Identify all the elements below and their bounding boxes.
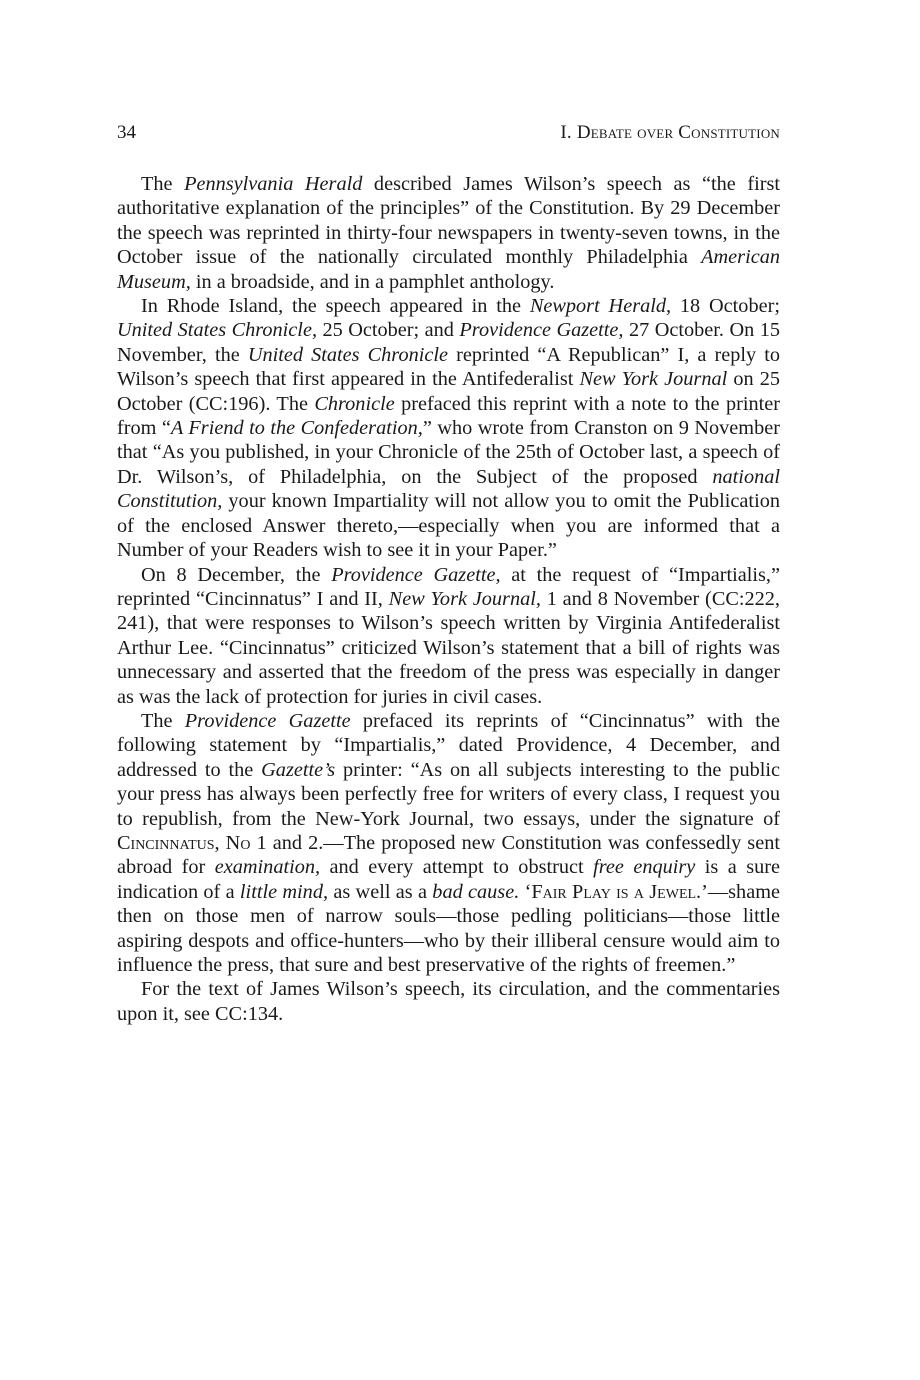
text-run: 1 and 2.—The proposed new Constitution was confessedly sent abroad for [117,831,780,879]
text-run: in a broadside, and in a pamphlet anthology. [190,270,555,293]
body-text [117,172,780,1026]
paragraph [117,709,780,977]
italic-text: Pennsylvania Herald [184,173,363,195]
italic-text: Gazette’s [261,758,336,781]
small-caps-text: Fair Play is a Jewel. [531,880,702,903]
text-run: 27 October. On 15 November, the [117,319,781,366]
text-run: described James Wilson’s speech as “the first authoritative explanation of the principles” of the Constitution. By 29 December the speech was reprinted in thirty-four newspapers in twenty-seven towns, in the October issue of the nationally circulated monthly Philadelphia [117,173,780,269]
italic-text: Providence Gazette [184,709,351,732]
text-run: In Rhode Island, the speech appeared in the [141,295,530,318]
italic-text: United States Chronicle, [117,319,318,342]
italic-text: New York Journal [579,368,728,391]
paragraph [117,977,780,1026]
italic-text: Providence Gazette, [331,563,501,586]
small-caps-text: Cincinnatus, No [117,831,251,854]
section-title: I. Debate over Constitution [560,122,780,143]
italic-text: national Constitution, [117,465,780,513]
text-run: For the text of James Wilson’s speech, its circulation, and the commentaries upon it, see CC:134. [117,978,780,1025]
italic-text: A Friend to the Confederation, [170,417,423,440]
page-number: 34 [117,122,136,143]
text-run: as well as a [328,880,433,903]
text-run: ’—shame then on those men of narrow souls—those pedling politicians—those little aspiring despots and office-hunters—who by their illiberal censure would aim to influence the press, that sure and best preservative of the rights of freemen.” [117,880,780,976]
paragraph [117,563,780,709]
text-run: ” who wrote from Cranston on 9 November that “As you published, in your Chronicle of the 25th of October last, a speech of Dr. Wilson’s, of Philadelphia, on the Subject of the proposed [117,417,780,488]
text-run: 1 and 8 November (CC:222, 241), that were responses to Wilson’s speech written by Virginia Antifederalist Arthur Lee. “Cincinnatus” criticized Wilson’s statement that a bill of rights was unnecessary and asserted that the freedom of the press was especially in danger as was the lack of protection for juries in civil cases. [117,587,780,708]
text-run: 18 October; [671,295,780,318]
text-run: your known Impartiality will not allow you to omit the Publication of the enclosed Answer thereto,—especially when you are informed that a Number of your Readers wish to see it in your Paper.” [117,490,780,562]
text-run: The [141,173,185,195]
italic-text: little mind, [239,880,329,903]
italic-text: Chronicle [314,392,395,415]
text-run: prefaced its reprints of “Cincinnatus” with the following statement by “Impartialis,” dated Providence, 4 December, and addressed to the [117,709,780,781]
italic-text: Newport Herald, [529,295,672,318]
text-run: printer: “As on all subjects interesting to the public your press has always been perfectly free for writers of every class, I request you to republish, from the New-York Journal, two essays, under the signature of [117,758,781,830]
text-run: and every attempt to obstruct [320,856,594,879]
italic-text: Providence Gazette, [459,319,624,342]
italic-text: free enquiry [593,856,696,879]
text-run: ‘ [519,880,532,903]
text-run: reprinted “A Republican” I, a reply to Wilson’s speech that first appeared in the Antifederalist [117,343,780,391]
text-run: The [141,709,185,732]
text-run: on 25 October (CC:196). The [117,368,781,415]
text-run: 25 October; and [317,319,460,342]
text-run: at the request of “Impartialis,” reprinted “Cincinnatus” I and II, [117,563,780,610]
text-run: prefaced this reprint with a note to the printer from “ [117,392,780,440]
italic-text: bad cause. [432,880,520,903]
italic-text: American Museum, [117,246,780,293]
paragraph [117,294,780,562]
text-run: On 8 December, the [141,563,332,586]
italic-text: United States Chronicle [247,343,448,366]
italic-text: New York Journal, [388,587,541,610]
paragraph [117,172,780,294]
running-head [117,122,780,150]
italic-text: examination, [214,856,321,879]
text-run: is a sure indication of a [117,856,781,903]
page [117,122,780,1026]
